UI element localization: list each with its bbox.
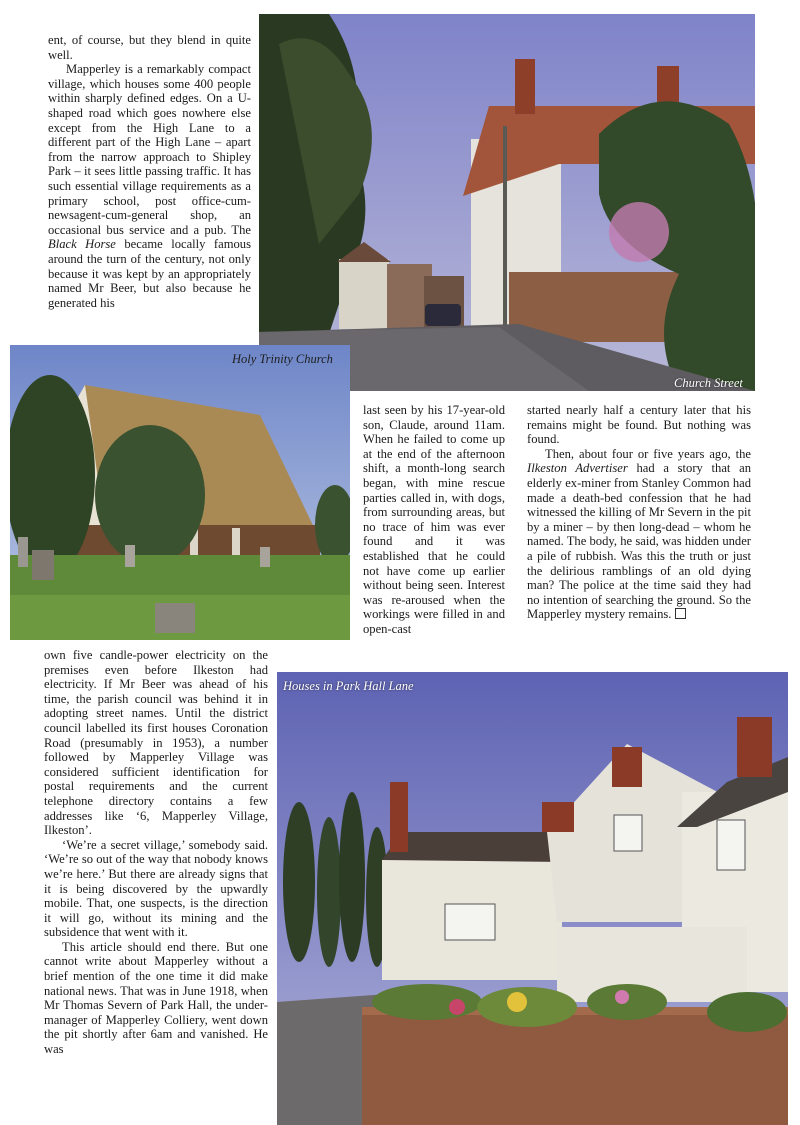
paragraph: ent, of course, but they blend in quite well. — [48, 33, 251, 62]
paragraph: Then, about four or five years ago, the Ilkeston Advertiser had a story that an elderly ex-miner from Stanley Common had made a death-bed confession that he had witnessed the killing of Mr Severn in the pit by a miner – by then long-dead – whom he named. The body, he said, was hidden under a pile of rubbish. Was this the truth or just the delirious ramblings of an old dying man? The police at the time said they had no intention of searching the ground. So the Mapperley mystery remains. — [527, 446, 751, 622]
paragraph: own five candle-power electricity on the premises even before Ilkeston had electricity. If Mr Beer was ahead of his time, the parish council was behind it in adopting street names. Until the district council labelled its first houses Coronation Road (presumably in 1953), a number followed by Mapperley Village was considered sufficient identification for postal requirements and the current telephone directory contains a few addresses like ‘6, Mapperley Village, Ilkeston’. — [44, 648, 268, 838]
holy-trinity-church-photo — [10, 345, 350, 640]
paragraph: This article should end there. But one cannot write about Mapperley without a brief mention of the one time it did make national news. That was in June 1918, when Mr Thomas Severn of Park Hall, the under-manager of Mapperley Colliery, went down the pit shortly after 6am and vanished. He was — [44, 939, 268, 1057]
church-street-photo — [259, 14, 755, 391]
paragraph: last seen by his 17-year-old son, Claude, around 11am. When he failed to come up at the end of the afternoon shift, a month-long search began, with mine rescue parties called in, with dogs, from surrounding areas, but no trace of him was ever found and it was established that he could not have come up earlier without being seen. Interest was re-aroused when the workings were filled in and open-cast — [363, 403, 505, 636]
paragraph: Mapperley is a remarkably compact village, which houses some 400 people within sharply defined edges. On a U-shaped road which goes nowhere else except from the High Lane to a different part of the High Lane – apart from the narrow approach to Shipley Park – it sees little passing traffic. It has such essential village requirements as a primary school, post office-cum-newsagent-cum-general shop, an occasional bus service and a pub. The Black Horse became locally famous around the turn of the century, not only because it was kept by an appropriately named Mr Beer, but also because he generated his — [48, 62, 251, 310]
holy-trinity-caption: Holy Trinity Church — [232, 352, 333, 366]
paragraph: started nearly half a century later that his remains might be found. But nothing was found. — [527, 403, 751, 447]
church-street-caption: Church Street — [674, 376, 743, 390]
pub-name: Black Horse — [48, 237, 116, 252]
park-hall-lane-photo — [277, 672, 788, 1125]
newspaper-name: Ilkeston Advertiser — [527, 461, 628, 476]
park-hall-lane-caption: Houses in Park Hall Lane — [283, 679, 414, 693]
article-column-2 — [363, 403, 505, 637]
paragraph: ‘We’re a secret village,’ somebody said. ‘We’re so out of the way that nobody knows we’re here.’ But there are already signs that it is being discovered by the upwardly mobile. That, one suspects, is the direction it will go, without its mining and the subsidence that went with it. — [44, 837, 268, 940]
end-mark-icon — [675, 608, 686, 619]
article-column-4 — [44, 648, 268, 1057]
article-column-1 — [48, 33, 251, 310]
article-column-3 — [527, 403, 751, 622]
